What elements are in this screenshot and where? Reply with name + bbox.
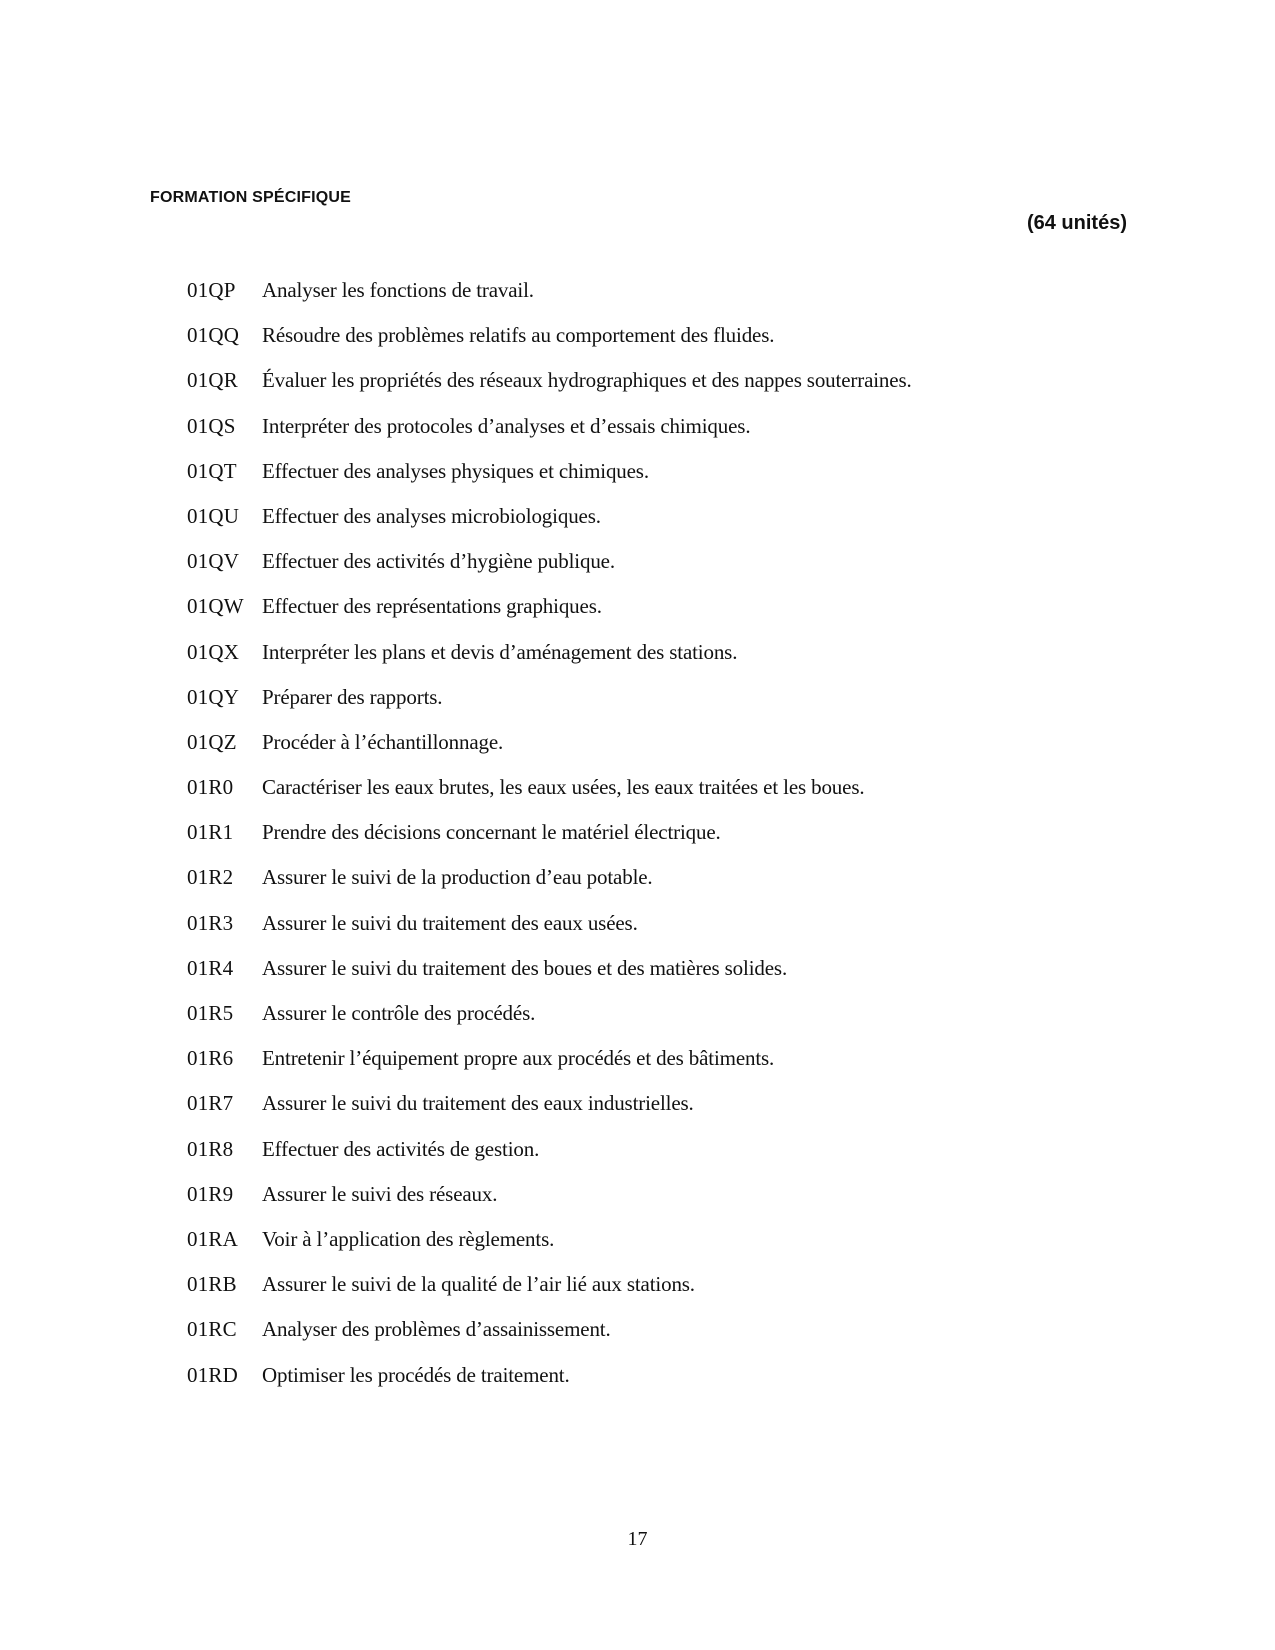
competency-label: Assurer le suivi de la qualité de l’air lié aux stations. xyxy=(262,1272,695,1297)
competency-label: Interpréter des protocoles d’analyses et d’essais chimiques. xyxy=(262,413,751,438)
competency-code: 01R2 xyxy=(187,865,234,890)
competency-code: 01QP xyxy=(187,278,236,302)
list-item xyxy=(187,1046,912,1091)
competency-label: Caractériser les eaux brutes, les eaux usées, les eaux traitées et les boues. xyxy=(262,775,865,800)
competency-code: 01QZ xyxy=(187,729,237,754)
list-item xyxy=(187,640,912,685)
competency-code: 01RA xyxy=(187,1226,238,1251)
competency-label: Analyser les fonctions de travail. xyxy=(262,278,534,302)
competency-label: Effectuer des représentations graphiques. xyxy=(262,594,602,619)
list-item xyxy=(187,594,912,639)
list-item xyxy=(187,1001,912,1046)
list-item xyxy=(187,1227,912,1272)
competency-code: 01QQ xyxy=(187,323,240,348)
competency-list xyxy=(187,278,912,1408)
competency-label: Entretenir l’équipement propre aux procédés et des bâtiments. xyxy=(262,1046,775,1071)
competency-code: 01QV xyxy=(187,549,240,574)
competency-label: Optimiser les procédés de traitement. xyxy=(262,1362,570,1387)
competency-label: Analyser des problèmes d’assainissement. xyxy=(262,1317,611,1342)
list-item xyxy=(187,1182,912,1227)
list-item xyxy=(187,1091,912,1136)
competency-label: Assurer le suivi du traitement des eaux usées. xyxy=(262,910,638,935)
competency-code: 01R3 xyxy=(187,910,234,935)
list-item xyxy=(187,504,912,549)
units-count: (64 unités) xyxy=(1026,212,1127,234)
competency-label: Assurer le suivi du traitement des boues et des matières solides. xyxy=(262,955,788,980)
section-title: FORMATION SPÉCIFIQUE xyxy=(150,189,352,206)
competency-label: Procéder à l’échantillonnage. xyxy=(262,729,504,754)
list-item xyxy=(187,1272,912,1317)
competency-code: 01R9 xyxy=(187,1181,234,1206)
list-item xyxy=(187,414,912,459)
list-item xyxy=(187,1317,912,1362)
list-item xyxy=(187,459,912,504)
competency-label: Effectuer des analyses microbiologiques. xyxy=(262,503,601,528)
list-item xyxy=(187,956,912,1001)
competency-label: Interpréter les plans et devis d’aménagement des stations. xyxy=(262,639,738,664)
list-item xyxy=(187,820,912,865)
competency-code: 01QT xyxy=(187,458,237,483)
competency-label: Assurer le suivi de la production d’eau potable. xyxy=(262,865,653,890)
competency-label: Assurer le contrôle des procédés. xyxy=(262,1001,536,1025)
competency-label: Résoudre des problèmes relatifs au comportement des fluides. xyxy=(262,323,775,348)
competency-code: 01R5 xyxy=(187,1001,234,1025)
competency-code: 01QW xyxy=(187,594,244,619)
list-item xyxy=(187,730,912,775)
competency-code: 01QX xyxy=(187,639,240,664)
competency-label: Préparer des rapports. xyxy=(262,684,443,709)
list-item xyxy=(187,775,912,820)
competency-code: 01R4 xyxy=(187,955,234,980)
list-item xyxy=(187,911,912,956)
list-item xyxy=(187,685,912,730)
competency-code: 01R1 xyxy=(187,820,234,845)
competency-label: Effectuer des activités d’hygiène publique. xyxy=(262,549,615,574)
list-item xyxy=(187,368,912,413)
competency-label: Effectuer des activités de gestion. xyxy=(262,1136,540,1161)
competency-code: 01R6 xyxy=(187,1046,234,1071)
list-item xyxy=(187,865,912,910)
competency-label: Évaluer les propriétés des réseaux hydrographiques et des nappes souterraines. xyxy=(262,368,912,393)
competency-code: 01RB xyxy=(187,1272,237,1297)
competency-code: 01RC xyxy=(187,1317,237,1342)
competency-code: 01QU xyxy=(187,503,240,528)
competency-label: Prendre des décisions concernant le matériel électrique. xyxy=(262,820,721,845)
competency-label: Assurer le suivi des réseaux. xyxy=(262,1181,498,1206)
list-item xyxy=(187,323,912,368)
competency-code: 01QS xyxy=(187,413,236,438)
list-item xyxy=(187,549,912,594)
competency-label: Effectuer des analyses physiques et chimiques. xyxy=(262,458,649,483)
list-item xyxy=(187,1363,912,1408)
competency-label: Voir à l’application des règlements. xyxy=(262,1226,555,1251)
competency-code: 01R0 xyxy=(187,775,234,800)
competency-label: Assurer le suivi du traitement des eaux industrielles. xyxy=(262,1091,694,1116)
competency-code: 01R8 xyxy=(187,1136,234,1161)
competency-code: 01QR xyxy=(187,368,238,393)
competency-code: 01QY xyxy=(187,684,240,709)
competency-code: 01R7 xyxy=(187,1091,234,1116)
list-item xyxy=(187,1137,912,1182)
list-item xyxy=(187,278,912,323)
page-number: 17 xyxy=(627,1528,648,1550)
competency-code: 01RD xyxy=(187,1362,238,1387)
